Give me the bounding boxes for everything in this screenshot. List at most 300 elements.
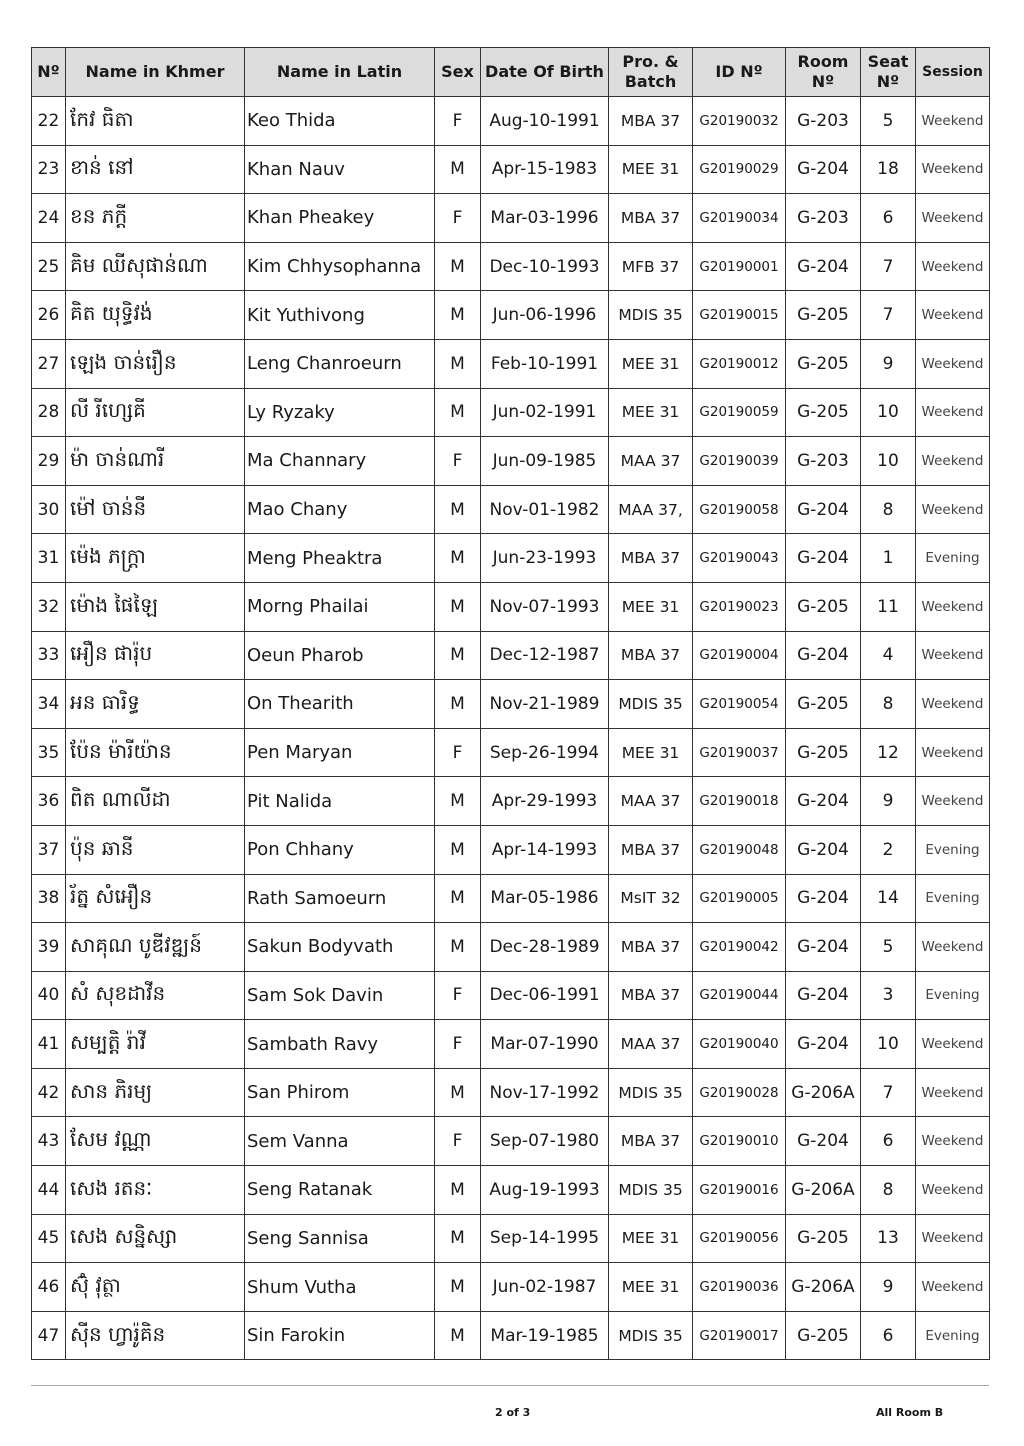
cell-room: G-204 [786,1020,861,1069]
cell-no: 24 [32,194,66,243]
cell-sex: M [435,825,481,874]
cell-dob: Sep-07-1980 [481,1117,609,1166]
page-number: 2 of 3 [495,1406,531,1419]
cell-name-latin: Pit Nalida [245,777,435,826]
cell-seat: 14 [861,874,916,923]
cell-dob: Jun-23-1993 [481,534,609,583]
cell-id: G20190032 [693,97,786,146]
cell-id: G20190054 [693,680,786,729]
col-header-session: Session [916,48,990,97]
cell-id: G20190042 [693,923,786,972]
cell-program-batch: MBA 37 [609,534,693,583]
cell-room: G-203 [786,97,861,146]
cell-name-khmer: សាន ភិរម្យ [66,1068,245,1117]
table-row [32,194,990,243]
cell-session: Weekend [916,1214,990,1263]
cell-name-khmer: រ័ត្ន សំអឿន [66,874,245,923]
cell-dob: Sep-26-1994 [481,728,609,777]
cell-room: G-206A [786,1166,861,1215]
col-header-seat: Seat Nº [861,48,916,97]
cell-room: G-206A [786,1263,861,1312]
cell-program-batch: MBA 37 [609,971,693,1020]
cell-name-khmer: អន ធារិទ្ធ [66,680,245,729]
cell-room: G-204 [786,825,861,874]
cell-seat: 7 [861,1068,916,1117]
cell-program-batch: MDIS 35 [609,1166,693,1215]
cell-name-latin: Pon Chhany [245,825,435,874]
cell-seat: 5 [861,923,916,972]
cell-name-khmer: សំ សុខដាវីន [66,971,245,1020]
cell-name-khmer: គិត យុទ្ធិវង់ [66,291,245,340]
cell-room: G-205 [786,339,861,388]
cell-program-batch: MDIS 35 [609,291,693,340]
cell-name-latin: Kim Chhysophanna [245,242,435,291]
cell-session: Weekend [916,194,990,243]
cell-dob: Nov-21-1989 [481,680,609,729]
cell-name-khmer: សេង សន្និស្សា [66,1214,245,1263]
cell-name-latin: Morng Phailai [245,582,435,631]
cell-seat: 3 [861,971,916,1020]
table-row [32,1214,990,1263]
cell-seat: 8 [861,485,916,534]
cell-name-khmer: ម៉េង ភក្ត្រា [66,534,245,583]
col-header-name-latin: Name in Latin [245,48,435,97]
cell-name-khmer: កែវ ធិតា [66,97,245,146]
table-row [32,339,990,388]
cell-session: Weekend [916,680,990,729]
cell-sex: F [435,1020,481,1069]
cell-name-khmer: ប៉ុន ឆានី [66,825,245,874]
cell-room: G-205 [786,388,861,437]
cell-program-batch: MAA 37 [609,1020,693,1069]
cell-program-batch: MDIS 35 [609,680,693,729]
cell-room: G-204 [786,631,861,680]
cell-sex: M [435,1214,481,1263]
cell-no: 35 [32,728,66,777]
cell-program-batch: MEE 31 [609,339,693,388]
cell-no: 46 [32,1263,66,1312]
footer-divider [31,1385,989,1386]
table-row [32,1311,990,1360]
cell-seat: 2 [861,825,916,874]
cell-name-khmer: សាគុណ បូឌីវឌ្ឍន៍ [66,923,245,972]
cell-session: Weekend [916,1068,990,1117]
cell-sex: M [435,680,481,729]
cell-session: Weekend [916,242,990,291]
cell-room: G-205 [786,728,861,777]
cell-dob: Nov-07-1993 [481,582,609,631]
cell-name-khmer: អឿន ផារ៉ុប [66,631,245,680]
cell-sex: M [435,582,481,631]
cell-id: G20190044 [693,971,786,1020]
table-row [32,1068,990,1117]
cell-seat: 9 [861,777,916,826]
cell-no: 41 [32,1020,66,1069]
cell-id: G20190023 [693,582,786,631]
cell-sex: M [435,388,481,437]
cell-room: G-205 [786,680,861,729]
cell-dob: Jun-09-1985 [481,437,609,486]
cell-dob: Jun-02-1991 [481,388,609,437]
cell-program-batch: MEE 31 [609,145,693,194]
cell-no: 28 [32,388,66,437]
cell-no: 39 [32,923,66,972]
table-row [32,437,990,486]
cell-seat: 11 [861,582,916,631]
cell-program-batch: MBA 37 [609,825,693,874]
cell-id: G20190018 [693,777,786,826]
cell-sex: F [435,971,481,1020]
table-row [32,1020,990,1069]
cell-no: 44 [32,1166,66,1215]
student-list-sheet [31,47,989,1360]
cell-sex: M [435,485,481,534]
cell-name-latin: Khan Pheakey [245,194,435,243]
cell-name-latin: Seng Ratanak [245,1166,435,1215]
cell-session: Weekend [916,1020,990,1069]
table-row [32,923,990,972]
cell-program-batch: MsIT 32 [609,874,693,923]
cell-program-batch: MEE 31 [609,1214,693,1263]
table-row [32,874,990,923]
cell-room: G-203 [786,437,861,486]
cell-program-batch: MDIS 35 [609,1311,693,1360]
cell-name-latin: San Phirom [245,1068,435,1117]
cell-no: 45 [32,1214,66,1263]
cell-session: Weekend [916,145,990,194]
cell-seat: 12 [861,728,916,777]
cell-session: Weekend [916,388,990,437]
cell-sex: M [435,145,481,194]
cell-name-latin: Oeun Pharob [245,631,435,680]
cell-seat: 1 [861,534,916,583]
cell-seat: 5 [861,97,916,146]
cell-dob: Mar-07-1990 [481,1020,609,1069]
cell-no: 37 [32,825,66,874]
table-row [32,777,990,826]
cell-session: Weekend [916,437,990,486]
cell-id: G20190036 [693,1263,786,1312]
cell-program-batch: MAA 37, [609,485,693,534]
cell-session: Evening [916,1311,990,1360]
cell-sex: M [435,242,481,291]
table-row [32,388,990,437]
table-row [32,1166,990,1215]
cell-name-khmer: គិម ឈីសុផាន់ណា [66,242,245,291]
cell-dob: Aug-10-1991 [481,97,609,146]
cell-session: Evening [916,971,990,1020]
col-header-sex: Sex [435,48,481,97]
cell-session: Weekend [916,97,990,146]
cell-name-latin: Sem Vanna [245,1117,435,1166]
cell-seat: 7 [861,242,916,291]
cell-program-batch: MAA 37 [609,437,693,486]
cell-id: G20190039 [693,437,786,486]
cell-id: G20190004 [693,631,786,680]
cell-sex: M [435,777,481,826]
cell-id: G20190005 [693,874,786,923]
table-row [32,485,990,534]
cell-no: 27 [32,339,66,388]
cell-session: Weekend [916,777,990,826]
cell-name-khmer: សម្បត្តិ រ៉ាវី [66,1020,245,1069]
cell-sex: M [435,923,481,972]
cell-no: 23 [32,145,66,194]
cell-name-khmer: ម៉ា ចាន់ណារី [66,437,245,486]
cell-sex: M [435,1263,481,1312]
cell-seat: 10 [861,388,916,437]
cell-seat: 10 [861,1020,916,1069]
cell-no: 36 [32,777,66,826]
cell-no: 22 [32,97,66,146]
cell-room: G-205 [786,291,861,340]
col-header-no: Nº [32,48,66,97]
table-row [32,631,990,680]
cell-session: Weekend [916,582,990,631]
cell-sex: M [435,1166,481,1215]
cell-name-latin: Pen Maryan [245,728,435,777]
cell-id: G20190043 [693,534,786,583]
cell-no: 40 [32,971,66,1020]
cell-room: G-204 [786,923,861,972]
cell-dob: Sep-14-1995 [481,1214,609,1263]
cell-program-batch: MAA 37 [609,777,693,826]
cell-dob: Mar-05-1986 [481,874,609,923]
table-header [32,48,990,97]
cell-room: G-204 [786,145,861,194]
cell-no: 43 [32,1117,66,1166]
cell-session: Weekend [916,485,990,534]
table-row [32,145,990,194]
cell-name-latin: Sakun Bodyvath [245,923,435,972]
cell-id: G20190040 [693,1020,786,1069]
cell-dob: Nov-01-1982 [481,485,609,534]
cell-room: G-205 [786,582,861,631]
cell-seat: 18 [861,145,916,194]
cell-room: G-204 [786,1117,861,1166]
cell-sex: M [435,534,481,583]
col-header-program-batch: Pro. & Batch [609,48,693,97]
cell-room: G-204 [786,971,861,1020]
cell-sex: F [435,437,481,486]
cell-id: G20190034 [693,194,786,243]
cell-dob: Jun-02-1987 [481,1263,609,1312]
cell-session: Weekend [916,339,990,388]
col-header-name-khmer: Name in Khmer [66,48,245,97]
cell-dob: Dec-10-1993 [481,242,609,291]
cell-dob: Aug-19-1993 [481,1166,609,1215]
table-row [32,291,990,340]
table-row [32,680,990,729]
cell-name-latin: Meng Pheaktra [245,534,435,583]
cell-session: Weekend [916,291,990,340]
cell-dob: Mar-03-1996 [481,194,609,243]
cell-name-khmer: ពិត ណាលីដា [66,777,245,826]
cell-name-khmer: ឡេង ចាន់រឿន [66,339,245,388]
cell-name-latin: Keo Thida [245,97,435,146]
cell-dob: Jun-06-1996 [481,291,609,340]
cell-no: 38 [32,874,66,923]
cell-id: G20190037 [693,728,786,777]
cell-program-batch: MBA 37 [609,923,693,972]
cell-sex: M [435,1068,481,1117]
cell-sex: F [435,728,481,777]
cell-name-latin: On Thearith [245,680,435,729]
cell-program-batch: MBA 37 [609,1117,693,1166]
cell-room: G-204 [786,534,861,583]
cell-name-khmer: ខាន់ នៅ [66,145,245,194]
cell-session: Weekend [916,728,990,777]
table-row [32,971,990,1020]
cell-sex: M [435,291,481,340]
cell-program-batch: MEE 31 [609,582,693,631]
cell-session: Evening [916,874,990,923]
cell-room: G-205 [786,1214,861,1263]
table-row [32,825,990,874]
cell-sex: F [435,1117,481,1166]
cell-seat: 6 [861,1117,916,1166]
cell-id: G20190015 [693,291,786,340]
cell-name-khmer: ស៊ីន ហ្វារ៉ូគិន [66,1311,245,1360]
cell-name-latin: Sambath Ravy [245,1020,435,1069]
cell-no: 30 [32,485,66,534]
cell-room: G-204 [786,777,861,826]
cell-id: G20190012 [693,339,786,388]
cell-program-batch: MBA 37 [609,97,693,146]
cell-id: G20190059 [693,388,786,437]
cell-room: G-204 [786,242,861,291]
cell-sex: F [435,194,481,243]
cell-sex: M [435,874,481,923]
table-body [32,97,990,1360]
cell-name-khmer: ម៉ោង ផៃឡៃ [66,582,245,631]
cell-name-latin: Mao Chany [245,485,435,534]
table-row [32,1117,990,1166]
cell-room: G-205 [786,1311,861,1360]
cell-name-khmer: លី រីហ្សេគី [66,388,245,437]
cell-program-batch: MEE 31 [609,728,693,777]
col-header-id: ID Nº [693,48,786,97]
cell-dob: Apr-15-1983 [481,145,609,194]
cell-name-khmer: សែម វណ្ណា [66,1117,245,1166]
cell-name-khmer: ម៉ៅ ចាន់នី [66,485,245,534]
table-row [32,728,990,777]
cell-program-batch: MEE 31 [609,1263,693,1312]
cell-id: G20190029 [693,145,786,194]
cell-session: Evening [916,534,990,583]
cell-dob: Nov-17-1992 [481,1068,609,1117]
cell-session: Weekend [916,1166,990,1215]
table-row [32,97,990,146]
cell-no: 26 [32,291,66,340]
cell-no: 31 [32,534,66,583]
col-header-dob: Date Of Birth [481,48,609,97]
cell-name-latin: Ma Channary [245,437,435,486]
cell-no: 29 [32,437,66,486]
cell-name-latin: Sam Sok Davin [245,971,435,1020]
cell-name-latin: Shum Vutha [245,1263,435,1312]
cell-seat: 9 [861,1263,916,1312]
cell-seat: 10 [861,437,916,486]
cell-dob: Dec-06-1991 [481,971,609,1020]
cell-id: G20190001 [693,242,786,291]
cell-id: G20190016 [693,1166,786,1215]
cell-seat: 6 [861,194,916,243]
cell-session: Weekend [916,1117,990,1166]
cell-name-latin: Kit Yuthivong [245,291,435,340]
cell-no: 25 [32,242,66,291]
cell-dob: Mar-19-1985 [481,1311,609,1360]
cell-id: G20190028 [693,1068,786,1117]
cell-dob: Apr-29-1993 [481,777,609,826]
cell-sex: M [435,631,481,680]
cell-dob: Dec-12-1987 [481,631,609,680]
cell-id: G20190058 [693,485,786,534]
cell-name-latin: Rath Samoeurn [245,874,435,923]
cell-room: G-204 [786,874,861,923]
col-header-room: Room Nº [786,48,861,97]
cell-seat: 7 [861,291,916,340]
cell-session: Weekend [916,631,990,680]
cell-no: 32 [32,582,66,631]
cell-name-khmer: ស៊ុំ វុត្ថា [66,1263,245,1312]
table-row [32,582,990,631]
cell-sex: F [435,97,481,146]
cell-seat: 13 [861,1214,916,1263]
cell-room: G-204 [786,485,861,534]
cell-seat: 6 [861,1311,916,1360]
cell-room: G-206A [786,1068,861,1117]
table-row [32,242,990,291]
cell-no: 42 [32,1068,66,1117]
cell-name-khmer: ប៉ែន ម៉ារីយ៉ាន [66,728,245,777]
cell-sex: M [435,339,481,388]
cell-id: G20190010 [693,1117,786,1166]
cell-name-latin: Khan Nauv [245,145,435,194]
cell-name-latin: Sin Farokin [245,1311,435,1360]
cell-name-khmer: សេង រតនៈ [66,1166,245,1215]
cell-seat: 8 [861,680,916,729]
cell-sex: M [435,1311,481,1360]
cell-session: Weekend [916,1263,990,1312]
cell-name-latin: Leng Chanroeurn [245,339,435,388]
cell-no: 47 [32,1311,66,1360]
cell-program-batch: MBA 37 [609,631,693,680]
table-row [32,1263,990,1312]
cell-id: G20190056 [693,1214,786,1263]
cell-seat: 8 [861,1166,916,1215]
student-table [31,47,990,1360]
cell-name-latin: Seng Sannisa [245,1214,435,1263]
cell-no: 33 [32,631,66,680]
cell-dob: Dec-28-1989 [481,923,609,972]
cell-room: G-203 [786,194,861,243]
cell-session: Weekend [916,923,990,972]
cell-seat: 9 [861,339,916,388]
cell-dob: Apr-14-1993 [481,825,609,874]
cell-program-batch: MBA 37 [609,194,693,243]
cell-seat: 4 [861,631,916,680]
cell-session: Evening [916,825,990,874]
cell-program-batch: MFB 37 [609,242,693,291]
cell-dob: Feb-10-1991 [481,339,609,388]
cell-program-batch: MEE 31 [609,388,693,437]
cell-program-batch: MDIS 35 [609,1068,693,1117]
cell-name-latin: Ly Ryzaky [245,388,435,437]
room-label: All Room B [876,1406,944,1419]
table-row [32,534,990,583]
cell-no: 34 [32,680,66,729]
